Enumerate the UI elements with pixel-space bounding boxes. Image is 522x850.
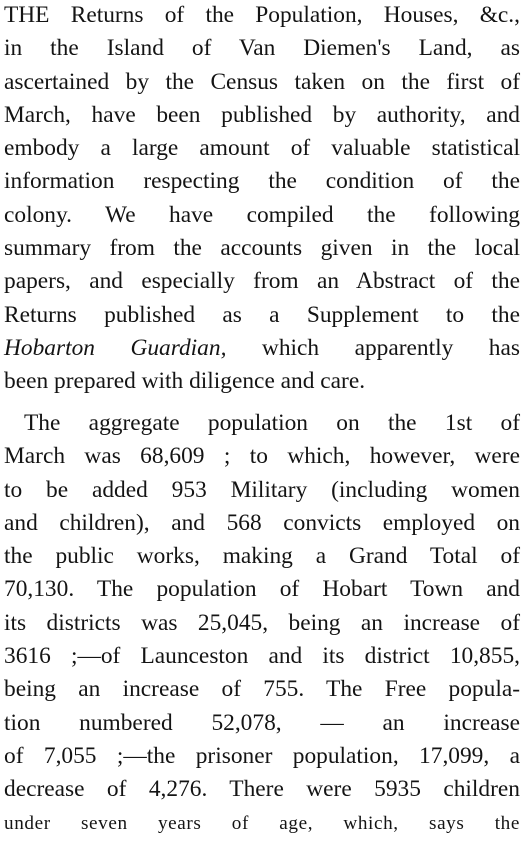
text-line: been prepared with diligence and care. <box>4 368 366 395</box>
text-line: 3616 ;—of Launceston and its district 10,855, <box>4 643 520 670</box>
text-line: tion numbered 52,078, — an increase <box>4 709 520 736</box>
text-line: colony. We have compiled the following <box>4 201 520 228</box>
text-line: Returns published as a Supplement to the <box>4 301 520 328</box>
text-line: its districts was 25,045, being an increase of <box>4 609 520 636</box>
text-line: THE Returns of the Population, Houses, &c., <box>4 2 520 28</box>
text-line: being an increase of 755. The Free popula- <box>4 676 520 703</box>
text-line: and children), and 568 convicts employed on <box>4 509 520 536</box>
text-line: decrease of 4,276. There were 5935 children <box>4 776 520 803</box>
text-line: The aggregate population on the 1st of <box>24 410 520 436</box>
text-line: in the Island of Van Diemen's Land, as <box>4 35 520 62</box>
text-line: papers, and especially from an Abstract of the <box>4 268 520 295</box>
text-line: information respecting the condition of the <box>4 168 520 195</box>
text-line: the public works, making a Grand Total of <box>4 543 520 570</box>
newspaper-title: Hobarton Guardian, <box>4 334 227 361</box>
text-line: under seven years of age, which, says the <box>4 812 520 834</box>
text-line: ascertained by the Census taken on the first of <box>4 68 520 95</box>
text-line: 70,130. The population of Hobart Town and <box>4 576 520 603</box>
text-line: embody a large amount of valuable statistical <box>4 135 520 162</box>
text-line: March was 68,609 ; to which, however, were <box>4 443 520 470</box>
text-line: summary from the accounts given in the local <box>4 235 520 262</box>
text-line: March, have been published by authority, and <box>4 101 520 128</box>
text-line <box>4 332 520 365</box>
paragraph-population-figures <box>4 407 520 840</box>
text-fragment: which apparently has <box>226 334 520 361</box>
text-line: to be added 953 Military (including women <box>4 476 520 503</box>
text-line: of 7,055 ;—the prisoner population, 17,099, a <box>4 742 520 769</box>
paragraph-census-returns <box>4 0 520 399</box>
